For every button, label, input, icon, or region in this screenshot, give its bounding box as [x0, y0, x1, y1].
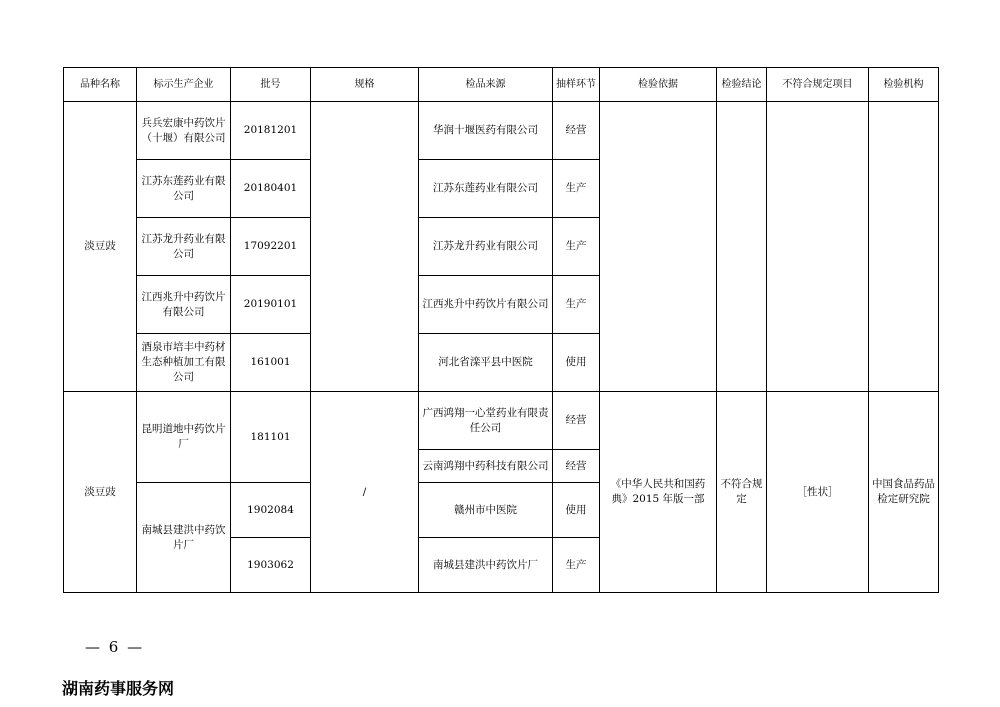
company-cell: 酒泉市培丰中药材生态种植加工有限公司 — [137, 334, 231, 392]
stage-cell: 生产 — [553, 160, 600, 218]
source-cell: 河北省滦平县中医院 — [419, 334, 553, 392]
company-cell: 江苏龙升药业有限公司 — [137, 218, 231, 276]
inspection-table — [63, 67, 939, 593]
source-cell: 江苏龙升药业有限公司 — [419, 218, 553, 276]
basis-cell: 《中华人民共和国药典》2015 年版一部 — [600, 392, 717, 593]
source-cell: 江苏东莲药业有限公司 — [419, 160, 553, 218]
header-stage: 抽样环节 — [553, 68, 600, 102]
spec-cell — [311, 102, 419, 392]
batch-cell: 161001 — [231, 334, 311, 392]
failed-item-cell — [767, 102, 869, 392]
batch-cell: 20181201 — [231, 102, 311, 160]
batch-cell: 17092201 — [231, 218, 311, 276]
institution-cell — [869, 102, 939, 392]
institution-cell: 中国食品药品检定研究院 — [869, 392, 939, 593]
stage-cell: 经营 — [553, 450, 600, 483]
table-row — [64, 392, 939, 450]
header-conclusion: 检验结论 — [717, 68, 767, 102]
conclusion-cell — [717, 102, 767, 392]
company-cell: 兵兵宏康中药饮片（十堰）有限公司 — [137, 102, 231, 160]
source-cell: 广西鸿翔一心堂药业有限责任公司 — [419, 392, 553, 450]
header-company: 标示生产企业 — [137, 68, 231, 102]
stage-cell: 生产 — [553, 538, 600, 593]
company-cell: 江西兆升中药饮片有限公司 — [137, 276, 231, 334]
stage-cell: 经营 — [553, 102, 600, 160]
spec-cell: / — [311, 392, 419, 593]
header-batch: 批号 — [231, 68, 311, 102]
source-cell: 南城县建洪中药饮片厂 — [419, 538, 553, 593]
source-cell: 江西兆升中药饮片有限公司 — [419, 276, 553, 334]
stage-cell: 使用 — [553, 483, 600, 538]
variety-cell: 淡豆豉 — [64, 102, 137, 392]
header-basis: 检验依据 — [600, 68, 717, 102]
batch-cell: 20180401 — [231, 160, 311, 218]
header-institution: 检验机构 — [869, 68, 939, 102]
batch-cell: 1903062 — [231, 538, 311, 593]
company-cell: 南城县建洪中药饮片厂 — [137, 483, 231, 593]
stage-cell: 经营 — [553, 392, 600, 450]
failed-item-cell: ［性状］ — [767, 392, 869, 593]
variety-cell: 淡豆豉 — [64, 392, 137, 593]
conclusion-cell: 不符合规定 — [717, 392, 767, 593]
header-source: 检品来源 — [419, 68, 553, 102]
stage-cell: 生产 — [553, 276, 600, 334]
basis-cell — [600, 102, 717, 392]
header-failed-item: 不符合规定项目 — [767, 68, 869, 102]
company-cell: 江苏东莲药业有限公司 — [137, 160, 231, 218]
source-cell: 云南鸿翔中药科技有限公司 — [419, 450, 553, 483]
stage-cell: 使用 — [553, 334, 600, 392]
header-spec: 规格 — [311, 68, 419, 102]
batch-cell: 20190101 — [231, 276, 311, 334]
header-row — [64, 68, 939, 102]
site-watermark: 湖南药事服务网 — [62, 679, 175, 698]
batch-cell: 1902084 — [231, 483, 311, 538]
table-row — [64, 102, 939, 160]
company-cell: 昆明道地中药饮片厂 — [137, 392, 231, 483]
stage-cell: 生产 — [553, 218, 600, 276]
batch-cell: 181101 — [231, 392, 311, 483]
page-number: — 6 — — [85, 638, 145, 656]
source-cell: 赣州市中医院 — [419, 483, 553, 538]
header-variety: 品种名称 — [64, 68, 137, 102]
source-cell: 华润十堰医药有限公司 — [419, 102, 553, 160]
